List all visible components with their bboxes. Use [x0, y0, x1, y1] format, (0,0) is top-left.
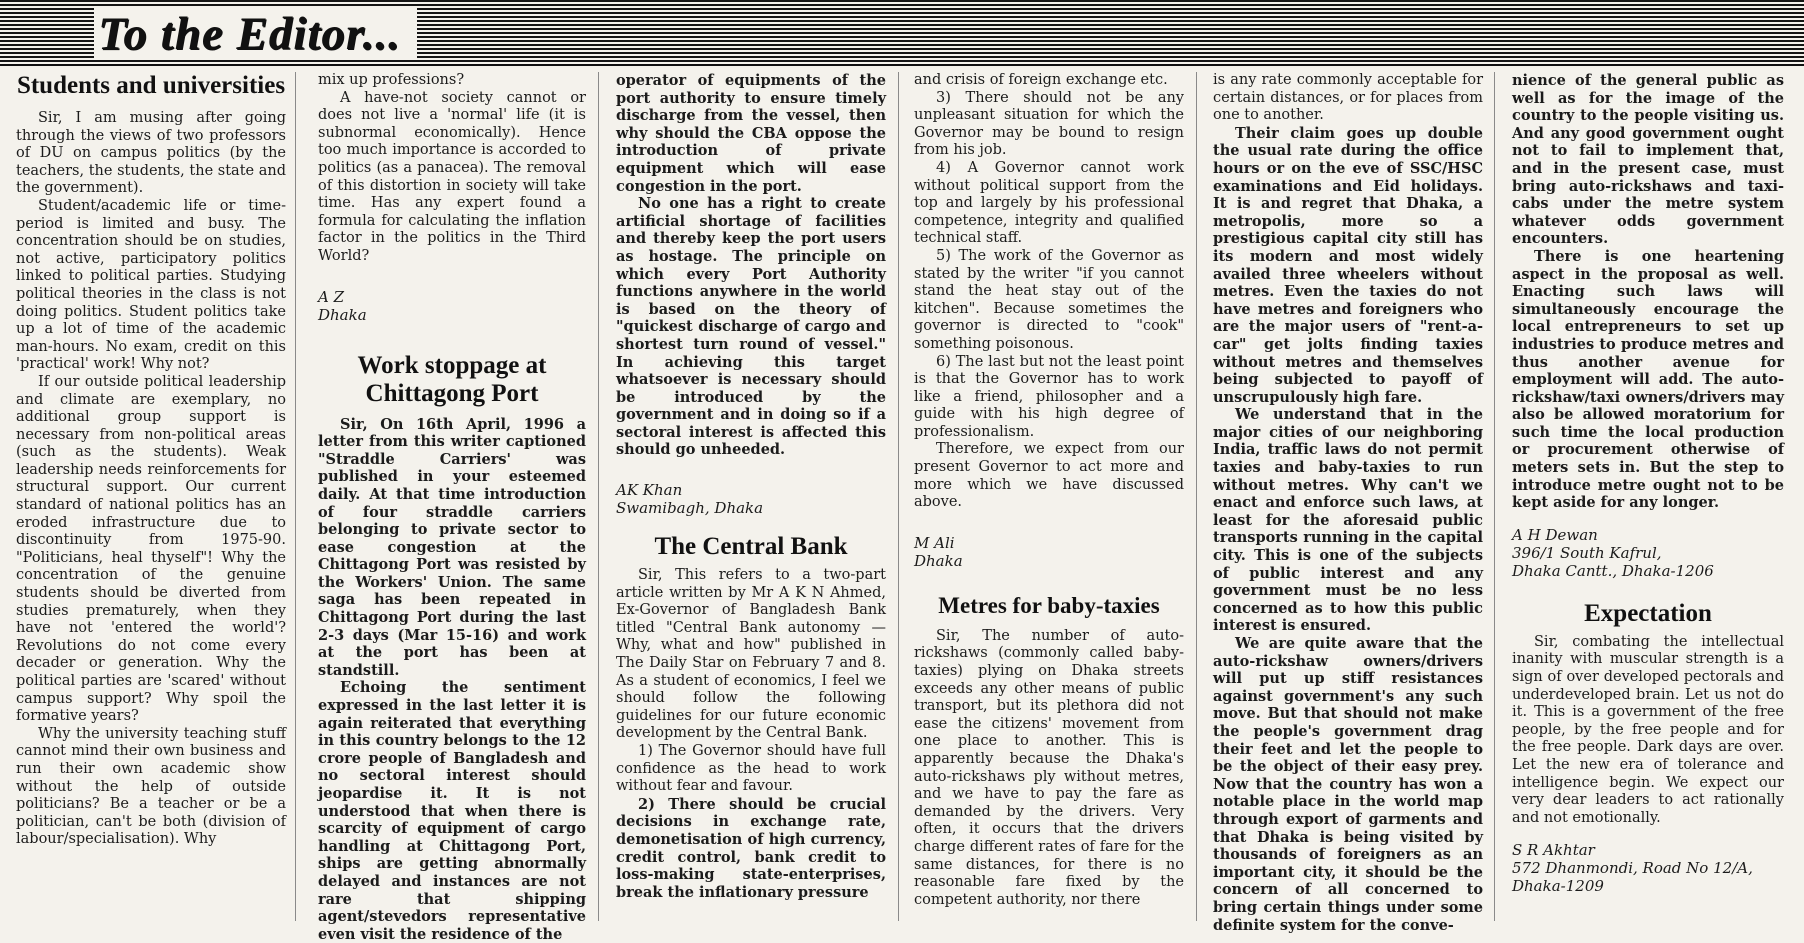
column-divider	[295, 72, 296, 921]
signature-name: S R Akhtar	[1512, 841, 1595, 860]
signature-name: M Ali	[914, 533, 955, 552]
section-title: To the Editor...	[94, 8, 417, 60]
column-6	[1512, 72, 1784, 921]
letter-paragraph: and crisis of foreign exchange etc.	[914, 72, 1168, 88]
letter-paragraph: 2) There should be crucial decisions in exchange rate, demonetisation of high currency, credit control, bank credit to loss-making state-enterprises, break the inflationary pressure	[616, 795, 886, 901]
letter-paragraph: Why the university teaching stuff cannot mind their own business and run their own academic show without the help of outside politicians? Be a teacher or be a politician, can't be both (division of labour/specialisation). Why	[16, 725, 286, 848]
signature-place: Swamibagh, Dhaka	[616, 499, 764, 518]
headline-students-universities: Students and universities	[16, 72, 286, 99]
banner-rule	[0, 64, 1804, 66]
letter-paragraph: Student/academic life or time-period is limited and busy. The concentration should be on studies, not active, participatory politics linked to political parties. Studying political theories in the class is not doing politics. Student politics take up a lot of time of the academic man-hours. No exam, credit on this 'practical' work! Why not?	[16, 197, 286, 373]
letter-paragraph: 6) The last but not the least point is that the Governor has to work like a friend, philosopher and a guide with his high degree of professionalism.	[914, 353, 1184, 440]
column-5	[1213, 72, 1483, 934]
letter-paragraph: is any rate commonly acceptable for certain distances, or for places from one to another.	[1213, 72, 1483, 124]
letter-paragraph: 1) The Governor should have full confidence as the head to work without fear and favour.	[616, 743, 886, 795]
letter-paragraph: Echoing the sentiment expressed in the last letter it is again reiterated that everything in this country belongs to the 12 crore people of Bangladesh and no sectoral interest should jeopardise it. It is not understood that when there is scarcity of equipment of cargo handling at Chittagong Port, ships are getting abnormally delayed and instances are not rare that shipping agent/stevedors representative even visit the residence of the	[318, 679, 586, 943]
signature-name: A Z	[318, 287, 345, 306]
letter-paragraph: Their claim goes up double the usual rate during the office hours or on the eve of SSC/HSC examinations and Eid holidays. It is and regret that Dhaka, a metropolis, more so a prestigious capital city still has its modern and most widely availed three wheelers without metres. Even the taxies do not have metres and foreigners who are the major users of "rent-a-car" get jolts finding taxies without metres and themselves being subjected to payoff of unscrupulously high fare.	[1213, 124, 1483, 406]
letter-paragraph: A have-not society cannot or does not live a 'normal' life (it is subnormal economically). Hence too much importance is accorded to politics (as a panacea). The removal of this distortion in society will take time. Has any expert found a formula for calculating the inflation factor in the politics in the Third World?	[318, 89, 586, 264]
headline-central-bank: The Central Bank	[654, 533, 848, 561]
signature-address: 396/1 South Kafrul,	[1512, 543, 1662, 562]
headline-expectation: Expectation	[1584, 599, 1712, 627]
column-2	[318, 72, 586, 943]
letter-paragraph: We are quite aware that the auto-rickshaw owners/drivers will put up stiff resistances against government's any such move. But that should not make the people's government drag their feet and let the people to be the object of their easy prey. Now that the country has won a notable place in the world map through export of garments and that Dhaka is being visited by thousands of foreigners as an important city, it should be the concern of all concerned to bring certain things under some definite system for the conve-	[1213, 635, 1483, 934]
letter-paragraph: There is one heartening aspect in the proposal as well. Enacting such laws will simultaneously encourage the local entrepreneurs to set up industries to produce metres and thus another avenue for employment will add. The auto-rickshaw/taxi owners/drivers may also be allowed moratorium for such time the local production or procurement otherwise of meters sets in. But the step to introduce metre ought not to be kept aside for any longer.	[1512, 247, 1784, 512]
letter-paragraph: Sir, I am musing after going through the views of two professors of DU on campus politics (by the teachers, the students, the state and the government).	[16, 110, 286, 197]
letter-paragraph: Sir, The number of auto-rickshaws (commonly called baby-taxies) plying on Dhaka streets exceeds any other means of public transport, but its plethora did not ease the citizens' movement from one place to another. This is apparently because the Dhaka's auto-rickshaws ply without metres, and we have to pay the fare as demanded by the drivers. Very often, it occurs that the drivers charge different rates of fare for the same distances, for there is no reasonable fare fixed by the competent authority, nor there	[914, 627, 1184, 908]
letter-paragraph: 5) The work of the Governor as stated by the writer "if you cannot stand the heat stay out of the kitchen". Because sometimes the governor is directed to "cook" something poisonous.	[914, 247, 1184, 352]
signature-address: 572 Dhanmondi, Road No 12/A,	[1512, 859, 1753, 878]
letter-paragraph: We understand that in the major cities of our neighboring India, traffic laws do not permit taxies and baby-taxies to run without metres. Why can't we enact and enforce such laws, at least for the aforesaid public transports running in the capital city. This is one of the subjects of public interest and any government must be no less concerned as to how this public interest is ensured.	[1213, 406, 1483, 635]
column-divider	[598, 72, 599, 921]
signature-address: Dhaka Cantt., Dhaka-1206	[1512, 561, 1714, 580]
signature-address: Dhaka-1209	[1512, 877, 1604, 896]
column-3	[616, 72, 886, 921]
letter-paragraph: operator of equipments of the port authority to ensure timely discharge from the vessel, then why should the CBA oppose the introduction of private equipment which will ease congestion in the port.	[616, 72, 886, 195]
letter-paragraph: Sir, On 16th April, 1996 a letter from this writer captioned "Straddle Carriers' was published in your esteemed daily. At that time introduction of four straddle carriers belonging to private sector to ease congestion at the Chittagong Port was resisted by the Workers' Union. The same saga has been repeated in Chittagong Port during the last 2-3 days (Mar 15-16) and work at the port has been at standstill.	[318, 415, 586, 679]
signature-place: Dhaka	[914, 551, 963, 570]
letter-paragraph: Sir, This refers to a two-part article written by Mr A K N Ahmed, Ex-Governor of Bangladesh Bank titled "Central Bank autonomy — Why, what and how" published in The Daily Star on February 7 and 8. As a student of economics, I feel we should follow the following guidelines for our future economic development by the Central Bank.	[616, 567, 886, 742]
headline-metres-baby-taxies: Metres for baby-taxies	[938, 592, 1160, 618]
signature-name: A H Dewan	[1512, 525, 1598, 544]
column-4	[914, 72, 1184, 921]
column-divider	[1196, 72, 1197, 921]
letter-paragraph: Therefore, we expect from our present Governor to act more and more which we have discussed above.	[914, 441, 1184, 511]
letter-paragraph: nience of the general public as well as for the image of the country to the people visiting us. And any good government ought not to fail to implement that, and in the present case, must bring auto-rickshaws and taxi-cabs under the metre system whatever odds government encounters.	[1512, 72, 1784, 248]
letter-paragraph: Sir, combating the intellectual inanity with muscular strength is a sign of over developed pectorals and underdeveloped brain. Let us not do it. This is a government of the free people, by the free people and for the free people. Dark days are over. Let the new era of tolerance and intelligence begin. We expect our very dear leaders to act rationally and not emotionally.	[1512, 633, 1784, 826]
letter-paragraph: 4) A Governor cannot work without political support from the top and largely by his professional competence, integrity and qualified technical staff.	[914, 159, 1184, 247]
signature-name: AK Khan	[616, 481, 683, 500]
headline-work-stoppage: Work stoppage at Chittagong Port	[357, 351, 547, 407]
letter-paragraph: If our outside political leadership and climate are exemplary, no additional group support is necessary from non-political areas (such as the students). Weak leadership needs reinforcements for structural support. Our current standard of national politics has an eroded infrastructure due to discontinuity from 1975-90. "Politicians, heal thyself"! Why the concentration of the genuine students should be diverted from studies prematurely, when they have not 'entered the world'? Revolutions do not come every decader or generation. Why the political parties are 'scared' without campus support? Why spoil the formative years?	[16, 373, 286, 725]
section-banner	[0, 0, 1804, 66]
column-divider	[1494, 72, 1495, 921]
letter-paragraph: mix up professions?	[318, 72, 465, 88]
signature-place: Dhaka	[318, 305, 367, 324]
letter-paragraph: No one has a right to create artificial shortage of facilities and thereby keep the port users as hostage. The principle on which every Port Authority functions anywhere in the world is based on the theory of "quickest discharge of cargo and shortest turn round of vessel." In achieving this target whatsoever is necessary should be introduced by the government and in doing so if a sectoral interest is affected this should go unheeded.	[616, 195, 886, 459]
letter-paragraph: 3) There should not be any unpleasant situation for which the Governor may be bound to resign from his job.	[914, 89, 1184, 159]
column-1	[16, 72, 286, 921]
column-divider	[898, 72, 899, 921]
